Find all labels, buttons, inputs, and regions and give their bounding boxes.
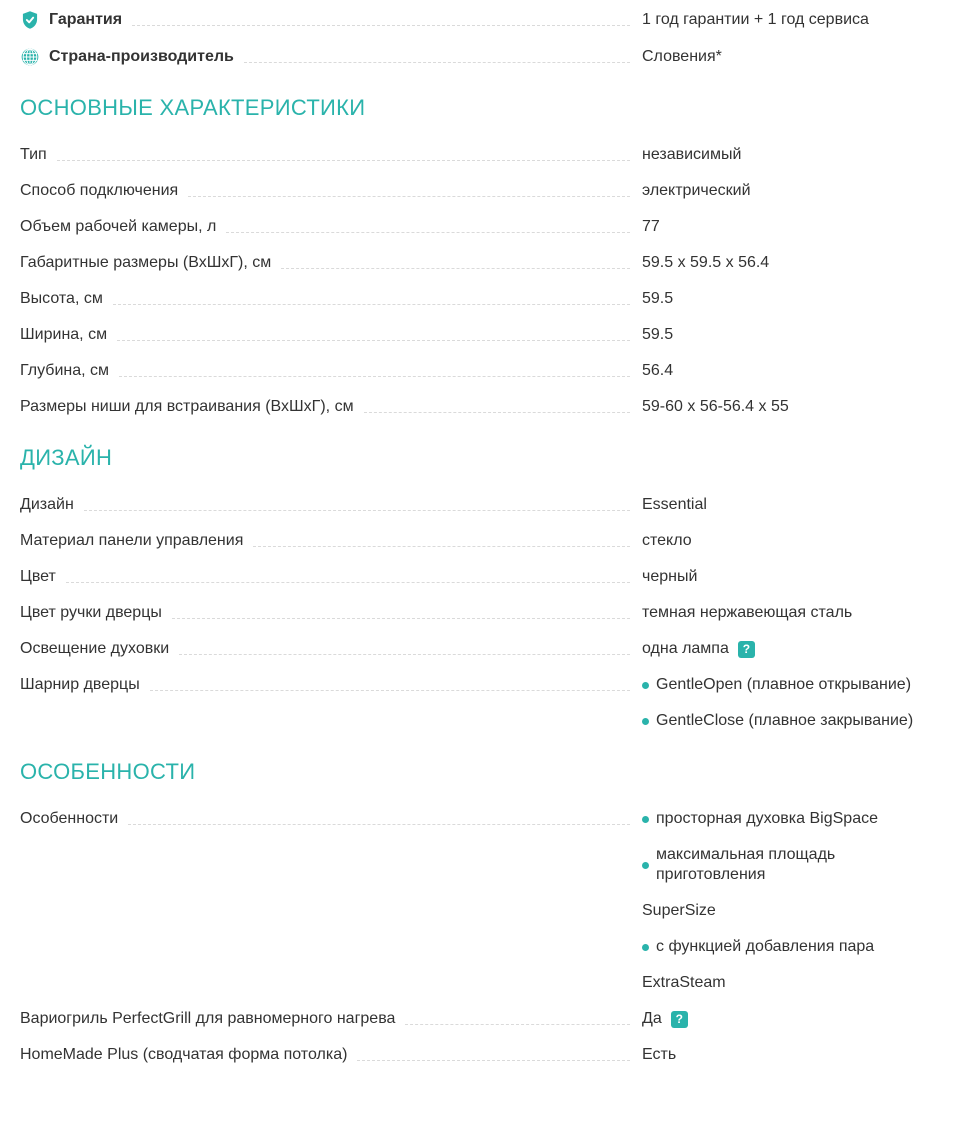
spec-value [642,10,934,30]
spec-value [642,567,934,587]
value-text: одна лампа [642,640,729,657]
spec-value [642,181,934,201]
spec-row [20,531,934,551]
spec-value [642,495,934,515]
spec-row [20,495,934,515]
value-text: ExtraSteam [642,974,726,991]
section-title: ДИЗАЙН [20,445,113,470]
spec-label: Шарнир дверцы [20,676,140,693]
spec-label: Страна-производитель [49,48,234,65]
spec-label: Дизайн [20,496,74,513]
spec-row [20,809,934,993]
bullet-dot-icon [642,944,649,951]
spec-value [642,397,934,417]
spec-value [642,361,934,381]
section-title: ОСНОВНЫЕ ХАРАКТЕРИСТИКИ [20,95,366,120]
value-text: 59.5 [642,290,674,307]
bullet-dot-icon [642,682,649,689]
value-text: с функцией добавления пара [656,938,875,955]
dotted-leader [405,1023,630,1025]
value-line [642,495,934,515]
value-text: просторная духовка BigSpace [656,810,878,827]
spec-row [20,325,934,345]
dotted-leader [132,24,630,26]
value-line [642,397,934,417]
spec-label: Освещение духовки [20,640,170,657]
spec-label: Особенности [20,810,119,827]
spec-row [20,639,934,659]
spec-label: Объем рабочей камеры, л [20,218,217,235]
bullet-dot-icon [642,816,649,823]
value-bullet-line [642,675,934,695]
value-line [642,603,934,623]
value-text: стекло [642,532,692,549]
value-text: 59.5 x 59.5 x 56.4 [642,254,770,271]
value-line [642,10,934,30]
spec-value [642,253,934,273]
dotted-leader [244,61,630,63]
spec-label: Тип [20,146,47,163]
dotted-leader [226,231,630,233]
spec-row [20,289,934,309]
spec-value [642,531,934,551]
spec-row [20,1009,934,1029]
section-title: ОСОБЕННОСТИ [20,759,196,784]
value-text: Да [642,1010,662,1027]
spec-label: Ширина, см [20,326,108,343]
value-line [642,1045,934,1065]
value-bullet-line [642,809,934,829]
value-line [642,531,934,551]
value-text: Есть [642,1046,677,1063]
value-bullet-line [642,937,934,957]
spec-label: Размеры ниши для встраивания (ВхШхГ), см [20,398,354,415]
spec-row [20,1045,934,1065]
spec-value [642,145,934,165]
spec-label: Цвет [20,568,56,585]
spec-label: Гарантия [49,11,123,28]
value-text: 59.5 [642,326,674,343]
spec-row [20,253,934,273]
dotted-leader [119,375,630,377]
spec-row [20,145,934,165]
dotted-leader [364,411,630,413]
spec-row [20,217,934,237]
dotted-leader [179,653,630,655]
globe-icon [20,47,40,67]
value-text: SuperSize [642,902,716,919]
value-text: электрический [642,182,751,199]
value-line [642,361,934,381]
value-text: 1 год гарантии + 1 год сервиса [642,11,869,28]
value-text: черный [642,568,698,585]
spec-label: Глубина, см [20,362,110,379]
value-line [642,253,934,273]
value-line [642,325,934,345]
value-text: GentleClose (плавное закрывание) [656,712,914,729]
value-line [642,289,934,309]
dotted-leader [128,823,630,825]
value-line [642,639,934,659]
dotted-leader [281,267,630,269]
help-icon[interactable]: ? [671,1011,688,1028]
value-bullet-line [642,711,934,731]
value-text: Словения* [642,48,722,65]
dotted-leader [57,159,630,161]
dotted-leader [117,339,630,341]
dotted-leader [172,617,630,619]
spec-value [642,217,934,237]
spec-row [20,675,934,731]
spec-label: HomeMade Plus (сводчатая форма потолка) [20,1046,348,1063]
spec-value [642,47,934,67]
dotted-leader [113,303,630,305]
dotted-leader [188,195,630,197]
bullet-dot-icon [642,718,649,725]
top-spec-row [20,10,934,30]
spec-value [642,289,934,309]
value-text: 77 [642,218,660,235]
dotted-leader [84,509,630,511]
value-text: максимальная площадь приготовления [656,846,836,883]
bullet-dot-icon [642,862,649,869]
value-text: GentleOpen (плавное открывание) [656,676,912,693]
spec-row [20,567,934,587]
spec-value [642,1045,934,1065]
value-text: Essential [642,496,707,513]
spec-label: Вариогриль PerfectGrill для равномерного нагрева [20,1010,396,1027]
spec-label: Габаритные размеры (ВхШхГ), см [20,254,272,271]
spec-value [642,639,934,659]
spec-value [642,675,934,731]
spec-label: Материал панели управления [20,532,244,549]
spec-value [642,1009,934,1029]
value-text: независимый [642,146,742,163]
spec-label: Способ подключения [20,182,179,199]
dotted-leader [357,1059,630,1061]
shield-check-icon [20,10,40,30]
value-line [642,181,934,201]
spec-value [642,325,934,345]
spec-sections [20,95,934,1065]
value-line [642,47,934,67]
value-bullet-line [642,845,934,885]
value-line [642,567,934,587]
spec-row [20,397,934,417]
dotted-leader [66,581,630,583]
spec-label: Цвет ручки дверцы [20,604,162,621]
dotted-leader [253,545,630,547]
value-text: темная нержавеющая сталь [642,604,853,621]
value-line [642,1009,934,1029]
value-line [642,145,934,165]
value-text: 56.4 [642,362,674,379]
spec-value [642,809,934,993]
spec-row [20,361,934,381]
spec-row [20,603,934,623]
value-line [642,217,934,237]
help-icon[interactable]: ? [738,641,755,658]
spec-value [642,603,934,623]
spec-row [20,181,934,201]
dotted-leader [150,689,630,691]
top-specs [20,10,934,67]
value-text: 59-60 x 56-56.4 x 55 [642,398,789,415]
spec-label: Высота, см [20,290,103,307]
value-line [642,973,934,993]
top-spec-row [20,47,934,67]
value-line [642,901,934,921]
